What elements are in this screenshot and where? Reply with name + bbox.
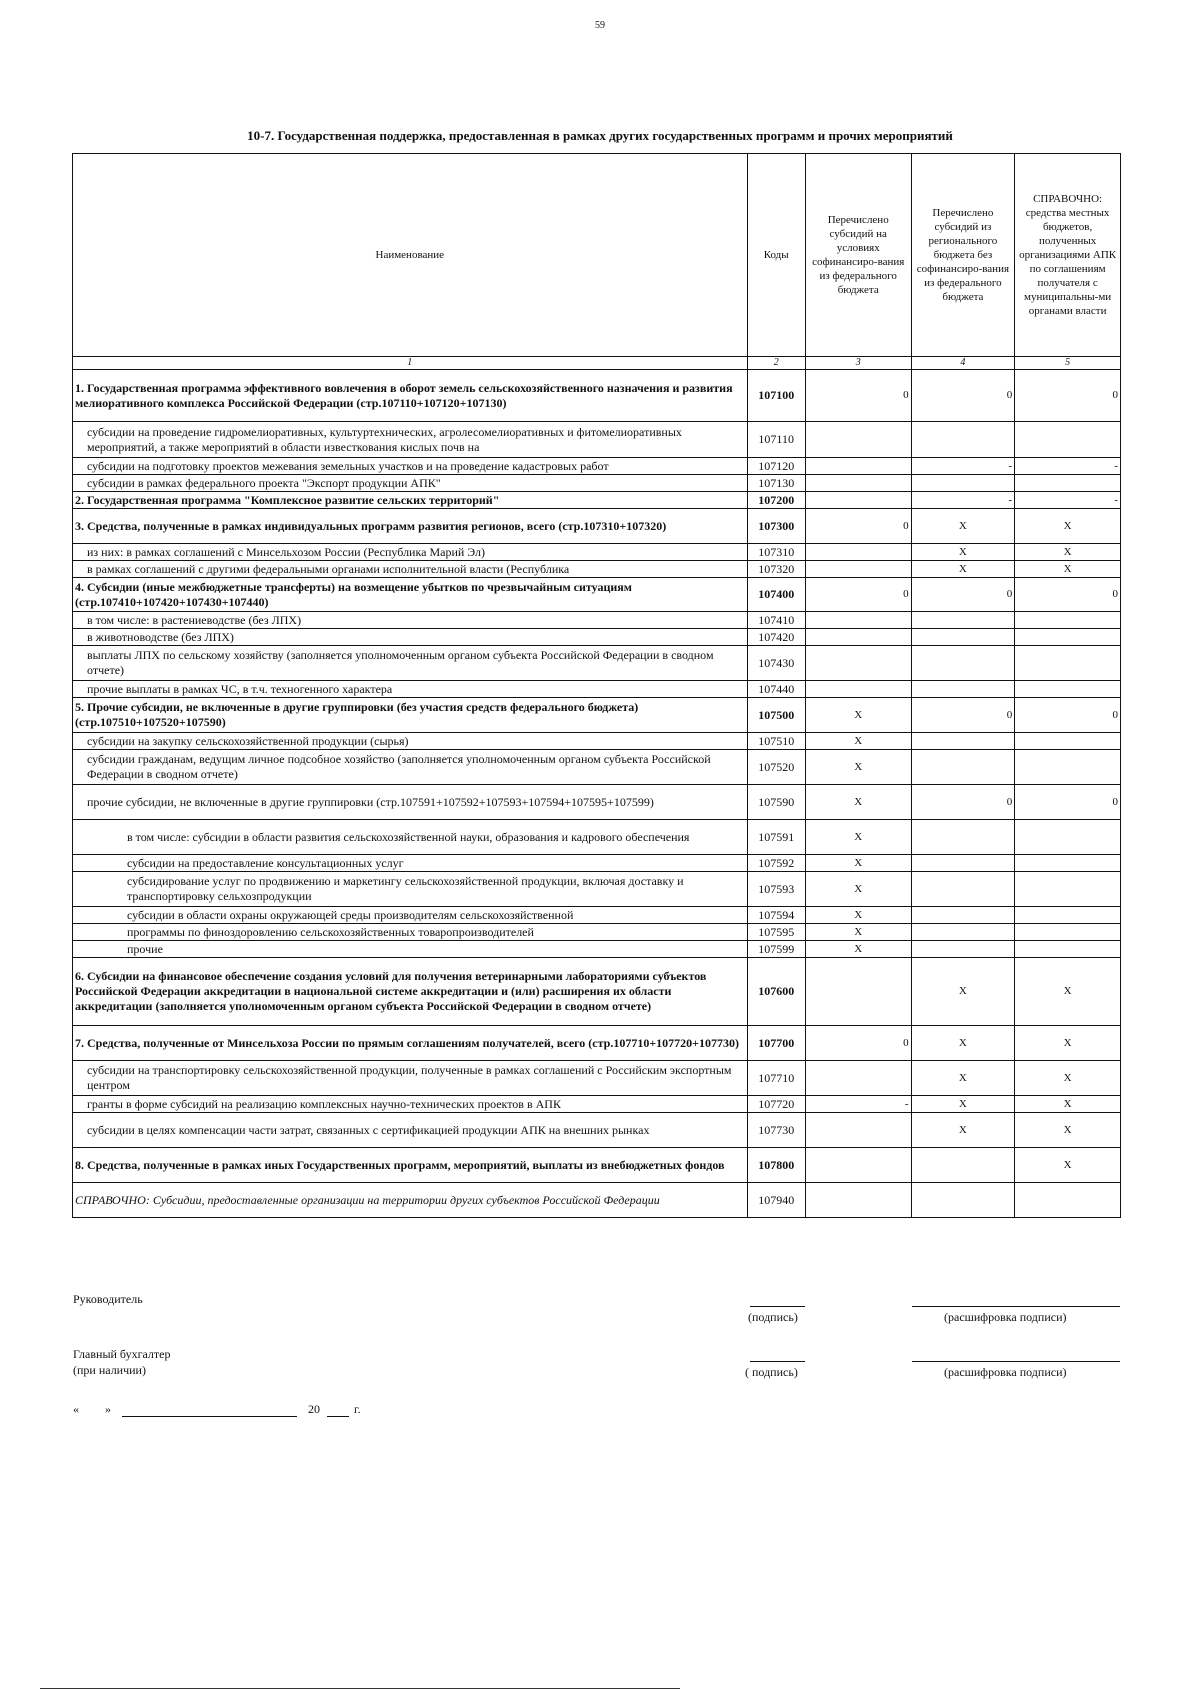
column-number: 5 <box>1015 357 1121 370</box>
header-col5: СПРАВОЧНО: средства местных бюджетов, полученных организациями АПК по соглашениям получателя с муниципальны-ми органами власти <box>1015 154 1121 357</box>
cell-col5: X <box>1015 509 1121 544</box>
cell-col5: X <box>1015 1061 1121 1096</box>
table-row <box>73 1183 1121 1218</box>
row-code: 107300 <box>747 509 805 544</box>
cell-col4 <box>911 820 1015 855</box>
cell-col4 <box>911 924 1015 941</box>
row-code: 107100 <box>747 370 805 422</box>
cell-col4 <box>911 941 1015 958</box>
column-number: 4 <box>911 357 1015 370</box>
cell-col4: 0 <box>911 698 1015 733</box>
row-code: 107320 <box>747 561 805 578</box>
cell-col3 <box>805 422 911 458</box>
cell-col4: - <box>911 458 1015 475</box>
cell-col3: 0 <box>805 1026 911 1061</box>
accountant-decode-line <box>912 1361 1120 1362</box>
row-code: 107594 <box>747 907 805 924</box>
cell-col3: X <box>805 820 911 855</box>
cell-col4: 0 <box>911 785 1015 820</box>
row-name: прочие субсидии, не включенные в другие группировки (стр.107591+107592+107593+107594+107595+107599) <box>73 785 748 820</box>
row-code: 107410 <box>747 612 805 629</box>
cell-col3: 0 <box>805 578 911 612</box>
row-name: гранты в форме субсидий на реализацию комплексных научно-технических проектов в АПК <box>73 1096 748 1113</box>
cell-col4: 0 <box>911 370 1015 422</box>
accountant-signature-line <box>750 1361 805 1362</box>
table-row <box>73 422 1121 458</box>
row-code: 107440 <box>747 681 805 698</box>
row-name: выплаты ЛПХ по сельскому хозяйству (заполняется уполномоченным органом субъекта Российской Федерации в сводном отчете) <box>73 646 748 681</box>
row-name: субсидии на транспортировку сельскохозяйственной продукции, полученные в рамках соглашений с Российским экспортным центром <box>73 1061 748 1096</box>
table-row <box>73 561 1121 578</box>
cell-col4 <box>911 422 1015 458</box>
row-code: 107310 <box>747 544 805 561</box>
cell-col3 <box>805 646 911 681</box>
cell-col4: X <box>911 1113 1015 1148</box>
table-row <box>73 475 1121 492</box>
cell-col5: X <box>1015 561 1121 578</box>
table-row <box>73 509 1121 544</box>
cell-col3: X <box>805 941 911 958</box>
cell-col4: X <box>911 509 1015 544</box>
row-name: 3. Средства, полученные в рамках индивидуальных программ развития регионов, всего (стр.107310+107320) <box>73 509 748 544</box>
cell-col3: 0 <box>805 370 911 422</box>
row-code: 107710 <box>747 1061 805 1096</box>
cell-col3: X <box>805 872 911 907</box>
cell-col5 <box>1015 820 1121 855</box>
row-code: 107600 <box>747 958 805 1026</box>
head-decode-caption: (расшифровка подписи) <box>944 1310 1067 1324</box>
cell-col5: 0 <box>1015 785 1121 820</box>
cell-col5 <box>1015 475 1121 492</box>
cell-col4 <box>911 907 1015 924</box>
cell-col3 <box>805 681 911 698</box>
cell-col4: X <box>911 958 1015 1026</box>
row-name: из них: в рамках соглашений с Минсельхозом России (Республика Марий Эл) <box>73 544 748 561</box>
cell-col3: X <box>805 924 911 941</box>
row-name: субсидии в целях компенсации части затрат, связанных с сертификацией продукции АПК на внешних рынках <box>73 1113 748 1148</box>
cell-col3: X <box>805 750 911 785</box>
cell-col5: X <box>1015 1113 1121 1148</box>
cell-col5: X <box>1015 544 1121 561</box>
date-month-line <box>122 1416 297 1417</box>
row-name: в том числе: в растениеводстве (без ЛПХ) <box>73 612 748 629</box>
column-number: 3 <box>805 357 911 370</box>
row-name: субсидии в рамках федерального проекта "Экспорт продукции АПК" <box>73 475 748 492</box>
cell-col5: X <box>1015 1148 1121 1183</box>
cell-col4 <box>911 612 1015 629</box>
row-name: субсидии гражданам, ведущим личное подсобное хозяйство (заполняется уполномоченным органом субъекта Российской Федерации в сводном отчете) <box>73 750 748 785</box>
table-row <box>73 1026 1121 1061</box>
cell-col3 <box>805 544 911 561</box>
cell-col4: X <box>911 1026 1015 1061</box>
cell-col4 <box>911 629 1015 646</box>
table-row <box>73 924 1121 941</box>
row-name: субсидии на закупку сельскохозяйственной продукции (сырья) <box>73 733 748 750</box>
header-col4: Перечислено субсидий из регионального бюджета без софинансиро-вания из федерального бюджета <box>911 154 1015 357</box>
cell-col5 <box>1015 1183 1121 1218</box>
cell-col5 <box>1015 646 1121 681</box>
cell-col4 <box>911 1148 1015 1183</box>
cell-col4: - <box>911 492 1015 509</box>
row-name: прочие выплаты в рамках ЧС, в т.ч. техногенного характера <box>73 681 748 698</box>
cell-col5 <box>1015 422 1121 458</box>
cell-col4 <box>911 855 1015 872</box>
table-row <box>73 733 1121 750</box>
cell-col3: X <box>805 855 911 872</box>
table-row <box>73 872 1121 907</box>
accountant-signature-caption: ( подпись) <box>745 1365 798 1379</box>
cell-col3: X <box>805 907 911 924</box>
cell-col4 <box>911 681 1015 698</box>
date-year-suffix: г. <box>354 1402 361 1416</box>
cell-col3 <box>805 629 911 646</box>
row-name: в рамках соглашений с другими федеральными органами исполнительной власти (Республика <box>73 561 748 578</box>
cell-col5 <box>1015 681 1121 698</box>
cell-col3: X <box>805 698 911 733</box>
row-code: 107700 <box>747 1026 805 1061</box>
cell-col4: X <box>911 1096 1015 1113</box>
cell-col3 <box>805 612 911 629</box>
cell-col5 <box>1015 612 1121 629</box>
row-name: 4. Субсидии (иные межбюджетные трансферты) на возмещение убытков по чрезвычайным ситуациям (стр.107410+107420+107430+107440) <box>73 578 748 612</box>
table-row <box>73 941 1121 958</box>
table-row <box>73 958 1121 1026</box>
row-name: субсидии на проведение гидромелиоративных, культуртехнических, агролесомелиоративных и фитомелиоративных мероприятий, а также мероприятий в области известкования кислых почв на <box>73 422 748 458</box>
cell-col3 <box>805 958 911 1026</box>
row-code: 107593 <box>747 872 805 907</box>
cell-col4 <box>911 475 1015 492</box>
row-code: 107130 <box>747 475 805 492</box>
table-row <box>73 612 1121 629</box>
row-name: СПРАВОЧНО: Субсидии, предоставленные организации на территории других субъектов Российской Федерации <box>73 1183 748 1218</box>
date-open-quote: « <box>73 1402 79 1416</box>
head-signature-caption: (подпись) <box>748 1310 798 1324</box>
cell-col3 <box>805 561 911 578</box>
table-row <box>73 855 1121 872</box>
row-name: 2. Государственная программа "Комплексное развитие сельских территорий" <box>73 492 748 509</box>
table-row <box>73 492 1121 509</box>
cell-col5 <box>1015 855 1121 872</box>
row-code: 107500 <box>747 698 805 733</box>
cell-col5 <box>1015 907 1121 924</box>
cell-col5: X <box>1015 1096 1121 1113</box>
table-header-row <box>73 154 1121 357</box>
row-code: 107110 <box>747 422 805 458</box>
cell-col4 <box>911 1183 1015 1218</box>
cell-col3: X <box>805 733 911 750</box>
cell-col4: 0 <box>911 578 1015 612</box>
cell-col5 <box>1015 629 1121 646</box>
table-row <box>73 1096 1121 1113</box>
cell-col5 <box>1015 733 1121 750</box>
cell-col3 <box>805 475 911 492</box>
cell-col3: X <box>805 785 911 820</box>
cell-col4 <box>911 872 1015 907</box>
column-number: 2 <box>747 357 805 370</box>
table-row <box>73 544 1121 561</box>
cell-col4: X <box>911 1061 1015 1096</box>
date-close-quote: » <box>105 1402 111 1416</box>
table-row <box>73 629 1121 646</box>
cell-col5: 0 <box>1015 578 1121 612</box>
row-code: 107592 <box>747 855 805 872</box>
row-code: 107591 <box>747 820 805 855</box>
table-row <box>73 1113 1121 1148</box>
row-code: 107720 <box>747 1096 805 1113</box>
cell-col4: X <box>911 561 1015 578</box>
table-row <box>73 907 1121 924</box>
page-number: 59 <box>595 20 605 31</box>
row-name: субсидии на предоставление консультационных услуг <box>73 855 748 872</box>
column-numbers-row <box>73 357 1121 370</box>
cell-col5: 0 <box>1015 698 1121 733</box>
cell-col3 <box>805 1183 911 1218</box>
row-name: 1. Государственная программа эффективного вовлечения в оборот земель сельскохозяйственного назначения и развития мелиоративного комплекса Российской Федерации (стр.107110+107120+107130) <box>73 370 748 422</box>
row-name: субсидии на подготовку проектов межевания земельных участков и на проведение кадастровых работ <box>73 458 748 475</box>
row-name: программы по финоздоровлению сельскохозяйственных товаропроизводителей <box>73 924 748 941</box>
cell-col5 <box>1015 872 1121 907</box>
row-name: 6. Субсидии на финансовое обеспечение создания условий для получения ветеринарными лабораториями субъектов Российской Федерации аккредитации в национальной системе аккредитации и (или) расширения их области аккредитации (заполняется уполномоченным органом субъекта Российской Федерации в сводном отчете) <box>73 958 748 1026</box>
row-code: 107599 <box>747 941 805 958</box>
row-name: 7. Средства, полученные от Минсельхоза России по прямым соглашениям получателей, всего (стр.107710+107720+107730) <box>73 1026 748 1061</box>
head-label: Руководитель <box>73 1292 143 1306</box>
table-row <box>73 1061 1121 1096</box>
row-code: 107800 <box>747 1148 805 1183</box>
cell-col5: - <box>1015 492 1121 509</box>
table-row <box>73 750 1121 785</box>
page-title: 10-7. Государственная поддержка, предоставленная в рамках других государственных программ и прочих мероприятий <box>247 128 953 143</box>
cell-col5: X <box>1015 1026 1121 1061</box>
footer-rule <box>40 1688 680 1689</box>
table-row <box>73 698 1121 733</box>
row-code: 107940 <box>747 1183 805 1218</box>
row-code: 107510 <box>747 733 805 750</box>
table-row <box>73 578 1121 612</box>
row-name: субсидии в области охраны окружающей среды производителям сельскохозяйственной <box>73 907 748 924</box>
report-table <box>72 153 1121 1218</box>
table-row <box>73 458 1121 475</box>
cell-col4 <box>911 733 1015 750</box>
cell-col5: X <box>1015 958 1121 1026</box>
table-row <box>73 681 1121 698</box>
header-col3: Перечислено субсидий на условиях софинансиро-вания из федерального бюджета <box>805 154 911 357</box>
row-name: прочие <box>73 941 748 958</box>
cell-col3 <box>805 458 911 475</box>
row-code: 107520 <box>747 750 805 785</box>
table-row <box>73 785 1121 820</box>
cell-col5: - <box>1015 458 1121 475</box>
cell-col5 <box>1015 924 1121 941</box>
row-name: 5. Прочие субсидии, не включенные в другие группировки (без участия средств федерального бюджета) (стр.107510+107520+107590) <box>73 698 748 733</box>
cell-col3 <box>805 1113 911 1148</box>
row-name: в животноводстве (без ЛПХ) <box>73 629 748 646</box>
row-name: в том числе: субсидии в области развития сельскохозяйственной науки, образования и кадрового обеспечения <box>73 820 748 855</box>
cell-col3: 0 <box>805 509 911 544</box>
accountant-note: (при наличии) <box>73 1363 146 1377</box>
cell-col4 <box>911 750 1015 785</box>
cell-col5 <box>1015 941 1121 958</box>
row-code: 107730 <box>747 1113 805 1148</box>
row-code: 107120 <box>747 458 805 475</box>
header-codes: Коды <box>747 154 805 357</box>
cell-col5: 0 <box>1015 370 1121 422</box>
head-signature-line <box>750 1306 805 1307</box>
date-year-line <box>327 1416 349 1417</box>
cell-col5 <box>1015 750 1121 785</box>
table-row <box>73 820 1121 855</box>
row-code: 107420 <box>747 629 805 646</box>
row-code: 107595 <box>747 924 805 941</box>
row-code: 107200 <box>747 492 805 509</box>
row-code: 107430 <box>747 646 805 681</box>
header-name: Наименование <box>73 154 748 357</box>
cell-col3 <box>805 1061 911 1096</box>
date-year-prefix: 20 <box>308 1402 320 1416</box>
row-name: 8. Средства, полученные в рамках иных Государственных программ, мероприятий, выплаты из внебюджетных фондов <box>73 1148 748 1183</box>
cell-col3 <box>805 492 911 509</box>
cell-col3 <box>805 1148 911 1183</box>
row-name: субсидирование услуг по продвижению и маркетингу сельскохозяйственной продукции, включая доставку и транспортировку сельхозпродукции <box>73 872 748 907</box>
column-number: 1 <box>73 357 748 370</box>
accountant-decode-caption: (расшифровка подписи) <box>944 1365 1067 1379</box>
row-code: 107400 <box>747 578 805 612</box>
table-row <box>73 646 1121 681</box>
accountant-label: Главный бухгалтер <box>73 1347 171 1361</box>
cell-col3: - <box>805 1096 911 1113</box>
table-row <box>73 1148 1121 1183</box>
table-row <box>73 370 1121 422</box>
head-decode-line <box>912 1306 1120 1307</box>
cell-col4: X <box>911 544 1015 561</box>
cell-col4 <box>911 646 1015 681</box>
row-code: 107590 <box>747 785 805 820</box>
